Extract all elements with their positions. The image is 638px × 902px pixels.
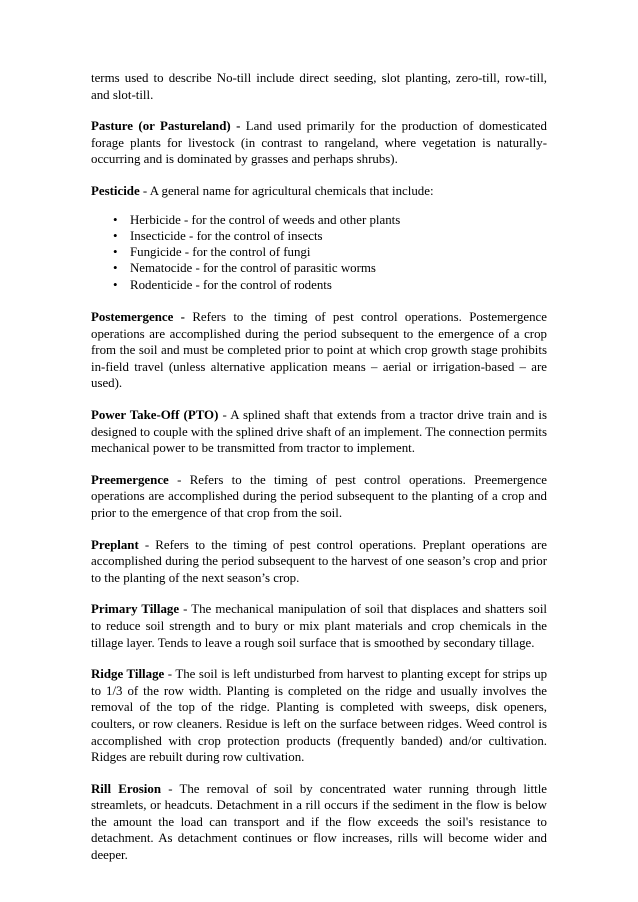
list-item xyxy=(113,212,547,228)
term-pesticide: Pesticide xyxy=(91,183,140,198)
definition-postemergence: Refers to the timing of pest control operations. Postemergence operations are accomplished during the period subsequent to the emergence of a crop from the soil and must be completed prior to point at which crop growth stage prohibits in-field travel (unless alternative application means – aerial or irrigation-based – are used). xyxy=(91,310,547,391)
definition-preemergence: - Refers to the timing of pest control operations. Preemergence operations are accomplished during the period subsequent to the planting of a crop and prior to the emergence of that crop from the soil. xyxy=(91,472,547,520)
intro-text: terms used to describe No-till include direct seeding, slot planting, zero-till, row-till, and slot-till. xyxy=(91,71,547,102)
term-preemergence: Preemergence xyxy=(91,472,169,487)
bullet-icon: • xyxy=(113,228,118,243)
list-item-text: Fungicide - for the control of fungi xyxy=(130,245,311,260)
list-item xyxy=(113,260,547,276)
definition-primary-tillage: - The mechanical manipulation of soil that displaces and shatters soil to reduce soil strength and to bury or mix plant materials and crop chemicals in the tillage layer. Tends to leave a rough soil surface that is smoothed by secondary tillage. xyxy=(91,602,547,650)
bullet-icon: • xyxy=(113,277,118,292)
term-pasture: Pasture (or Pastureland) - xyxy=(91,119,241,134)
term-ridge-tillage: Ridge Tillage xyxy=(91,667,165,682)
definition-rill-erosion: - The removal of soil by concentrated water running through little streamlets, or headcuts. Detachment in a rill occurs if the sediment in the flow is below the amount the load can transport and if the flow exceeds the soil's resistance to detachment. As detachment continues or flow increases, rills will become wider and deeper. xyxy=(91,781,547,863)
entry-pasture xyxy=(91,118,547,168)
definition-pesticide: - A general name for agricultural chemicals that include: xyxy=(139,183,434,198)
list-item xyxy=(113,228,547,244)
term-primary-tillage: Primary Tillage xyxy=(91,602,180,617)
list-item-text: Rodenticide - for the control of rodents xyxy=(130,277,332,292)
bullet-icon: • xyxy=(113,212,118,227)
bullet-icon: • xyxy=(113,261,118,276)
entry-primary-tillage xyxy=(91,601,547,651)
definition-ridge-tillage: - The soil is left undisturbed from harvest to planting except for strips up to 1/3 of the row width. Planting is completed on the ridge and usually involves the removal of the top of the ridge. Planting is completed with sweeps, disk openers, coulters, or row cleaners. Residue is left on the surface between ridges. Weed control is accomplished with crop protection products (frequently banded) and/or cultivation. Ridges are rebuilt during row cultivation. xyxy=(91,667,548,765)
definition-pto: - A splined shaft that extends from a tractor drive train and is designed to couple with the splined drive shaft of an implement. The connection permits mechanical power to be transmitted from tractor to implement. xyxy=(91,408,547,456)
list-item xyxy=(113,277,547,293)
entry-preplant xyxy=(91,537,547,587)
term-postemergence: Postemergence - xyxy=(91,310,185,325)
list-item xyxy=(113,244,547,260)
list-item-text: Nematocide - for the control of parasitic worms xyxy=(130,261,376,276)
entry-ridge-tillage xyxy=(91,666,547,766)
definition-preplant: - Refers to the timing of pest control operations. Preplant operations are accomplished during the period subsequent to the harvest of one season’s crop and prior to the planting of the next season’s crop. xyxy=(91,537,547,585)
entry-preemergence xyxy=(91,472,547,522)
entry-rill-erosion xyxy=(91,781,547,864)
entry-postemergence xyxy=(91,309,547,392)
term-preplant: Preplant xyxy=(91,537,139,552)
term-pto: Power Take-Off (PTO) xyxy=(91,408,219,423)
definition-pasture: Land used primarily for the production of domesticated forage plants for livestock (in contrast to rangeland, where vegetation is naturally-occurring and is dominated by grasses and perhaps shrubs). xyxy=(91,119,547,167)
pesticide-list xyxy=(91,212,547,293)
bullet-icon: • xyxy=(113,245,118,260)
list-item-text: Herbicide - for the control of weeds and other plants xyxy=(130,212,401,227)
entry-pesticide xyxy=(91,183,547,200)
list-item-text: Insecticide - for the control of insects xyxy=(130,228,323,243)
term-rill-erosion: Rill Erosion xyxy=(91,781,161,796)
entry-pto xyxy=(91,407,547,457)
intro-paragraph xyxy=(91,70,547,103)
